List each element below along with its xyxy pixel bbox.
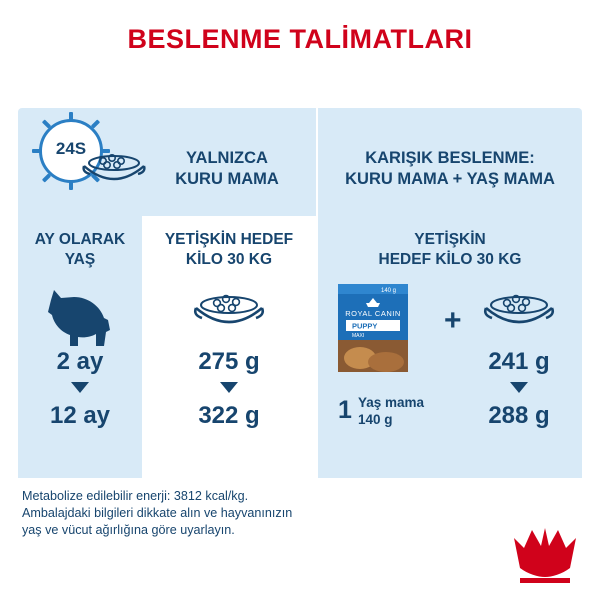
dry-row-2-value: 322 g (198, 402, 260, 429)
mixed-serving-bowl-icon (476, 290, 562, 336)
svg-text:MAXI: MAXI (352, 333, 365, 339)
age-row-2-value: 12 ay (49, 402, 111, 429)
dry-arrow-icon (220, 382, 238, 393)
dry-column-subheader: YETİŞKİN HEDEF KİLO 30 KG (164, 231, 294, 268)
dog-icon (44, 288, 116, 348)
mixed-dry-row-2-value: 288 g (488, 402, 550, 429)
mixed-dry-row-1-value: 241 g (488, 348, 550, 375)
mixed-column-subheader: YETİŞKİN HEDEF KİLO 30 KG (378, 231, 522, 268)
dry-bowl-icon (76, 150, 152, 190)
svg-text:ROYAL CANIN: ROYAL CANIN (345, 309, 401, 318)
age-arrow-icon (71, 382, 89, 393)
plus-symbol: + (444, 304, 462, 337)
dry-row-1-value: 275 g (198, 348, 260, 375)
table-body (18, 278, 582, 478)
age-column-header: AY OLARAK YAŞ (34, 231, 126, 268)
mixed-column-title: KARIŞIK BESLENME: KURU MAMA + YAŞ MAMA (345, 149, 555, 188)
royal-canin-crown-logo (508, 524, 582, 586)
wet-food-count: 1 (338, 396, 352, 424)
svg-text:140 g: 140 g (380, 288, 396, 294)
feeding-table (18, 108, 582, 478)
dry-column-title: YALNIZCA KURU MAMA (175, 149, 279, 188)
wet-food-label: Yaş mama 140 g (358, 395, 425, 427)
table-subheader (18, 216, 582, 278)
page-title: BESLENME TALİMATLARI (127, 24, 473, 54)
table-header (18, 108, 582, 216)
age-row-1-value: 2 ay (56, 348, 104, 375)
svg-text:PUPPY: PUPPY (352, 321, 378, 331)
badge-label: 24S (55, 139, 87, 158)
mixed-arrow-icon (510, 382, 528, 393)
footer-note: Metabolize edilebilir enerji: 3812 kcal/kg. Ambalajdaki bilgileri dikkate alın ve hayvanınızın yaş ve vücut ağırlığına göre uyarlayın. (22, 489, 293, 537)
wet-food-pouch-image (336, 282, 410, 374)
dry-serving-bowl-icon (186, 290, 272, 336)
